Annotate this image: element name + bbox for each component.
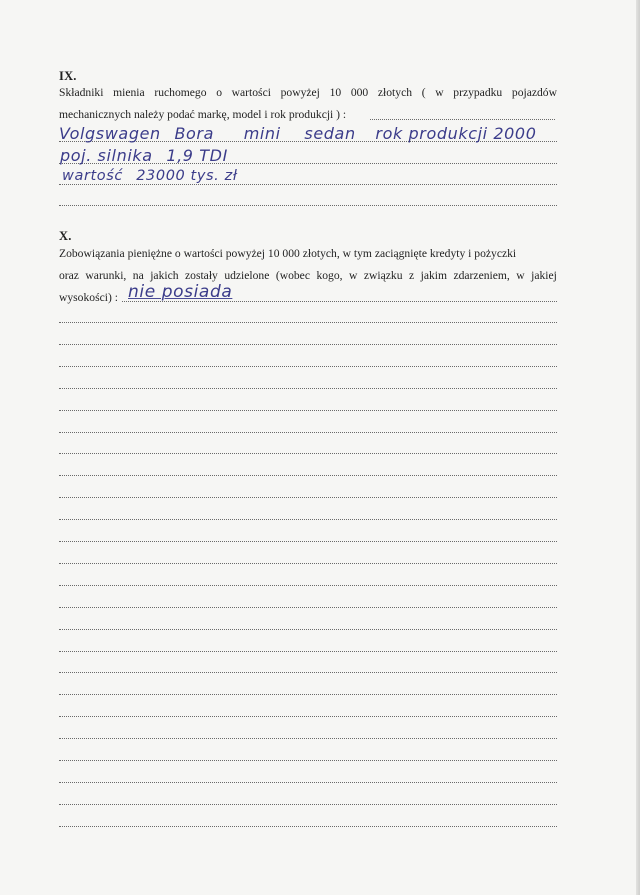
word: w: [516, 269, 525, 282]
handwritten-answer-x: nie posiada: [128, 282, 233, 302]
blank-dotted-line: [59, 541, 557, 542]
section-ix-text-line-1: [59, 86, 557, 100]
word: powyżej: [280, 86, 320, 99]
word: z: [408, 269, 415, 282]
blank-dotted-line: [59, 432, 557, 433]
word: w: [349, 269, 358, 282]
handwritten-answer-1: [59, 124, 537, 143]
word: przypadku: [453, 86, 503, 99]
word: oraz: [59, 269, 79, 282]
blank-dotted-line: [59, 388, 557, 389]
handwritten-text: wartość: [62, 168, 123, 184]
answer-dotted-line: [59, 205, 557, 206]
handwritten-text: Bora: [174, 124, 215, 143]
word: 10: [329, 86, 342, 99]
blank-dotted-line: [59, 453, 557, 454]
blank-dotted-line: [59, 585, 557, 586]
word: (wobec: [275, 269, 310, 282]
answer-dotted-line: [370, 119, 555, 120]
blank-dotted-line: [59, 475, 557, 476]
handwritten-text: 1,9 TDI: [166, 146, 228, 165]
word: zdarzeniem,: [453, 269, 510, 282]
blank-dotted-line: [59, 804, 557, 805]
answer-dotted-line: [59, 184, 557, 185]
blank-dotted-line: [59, 760, 557, 761]
word: Składniki: [59, 86, 104, 99]
word: związku: [363, 269, 403, 282]
blank-dotted-line: [59, 629, 557, 630]
section-x-text-line-1: Zobowiązania pieniężne o wartości powyżej 10 000 złotych, w tym zaciągnięte kredyty i pożyczki: [59, 247, 517, 260]
scan-edge: [636, 0, 640, 895]
word: wartości: [231, 86, 271, 99]
word: jakim: [420, 269, 447, 282]
blank-dotted-line: [59, 344, 557, 345]
section-x-heading: X.: [59, 229, 72, 243]
blank-dotted-line: [59, 672, 557, 673]
blank-dotted-line: [59, 519, 557, 520]
blank-dotted-line: [59, 694, 557, 695]
section-x-text-line-2: [59, 269, 557, 283]
word: zostały: [185, 269, 218, 282]
section-ix-text-line-2: mechanicznych należy podać markę, model i rok produkcji ) :: [59, 108, 347, 121]
blank-dotted-line: [59, 738, 557, 739]
word: 000: [350, 86, 369, 99]
word: mienia: [113, 86, 145, 99]
blank-dotted-line: [59, 826, 557, 827]
handwritten-answer-2: [60, 146, 228, 165]
blank-dotted-line: [59, 410, 557, 411]
handwritten-answer-3: [62, 168, 238, 184]
word: ruchomego: [154, 86, 207, 99]
blank-dotted-line: [59, 366, 557, 367]
word: pojazdów: [511, 86, 557, 99]
word: o: [216, 86, 222, 99]
word: warunki,: [85, 269, 127, 282]
blank-dotted-line: [59, 497, 557, 498]
word: w: [435, 86, 444, 99]
word: jakich: [150, 269, 179, 282]
word: na: [132, 269, 144, 282]
blank-dotted-line: [59, 651, 557, 652]
handwritten-text: 23000 tys. zł: [136, 168, 238, 184]
word: udzielone: [224, 269, 270, 282]
handwritten-text: poj. silnika: [60, 146, 153, 165]
handwritten-text: mini: [243, 124, 281, 143]
section-ix-heading: IX.: [59, 69, 77, 83]
blank-dotted-line: [59, 782, 557, 783]
blank-dotted-line: [59, 322, 557, 323]
blank-dotted-line: [59, 716, 557, 717]
blank-dotted-line: [59, 563, 557, 564]
word: jakiej: [531, 269, 557, 282]
word: (: [421, 86, 426, 99]
handwritten-text: sedan: [304, 124, 356, 143]
blank-dotted-line: [59, 607, 557, 608]
section-x-text-line-3: wysokości) :: [59, 291, 118, 304]
word: kogo,: [316, 269, 343, 282]
handwritten-text: Volgswagen: [59, 124, 161, 143]
handwritten-text: rok produkcji 2000: [375, 124, 537, 143]
word: złotych: [377, 86, 413, 99]
